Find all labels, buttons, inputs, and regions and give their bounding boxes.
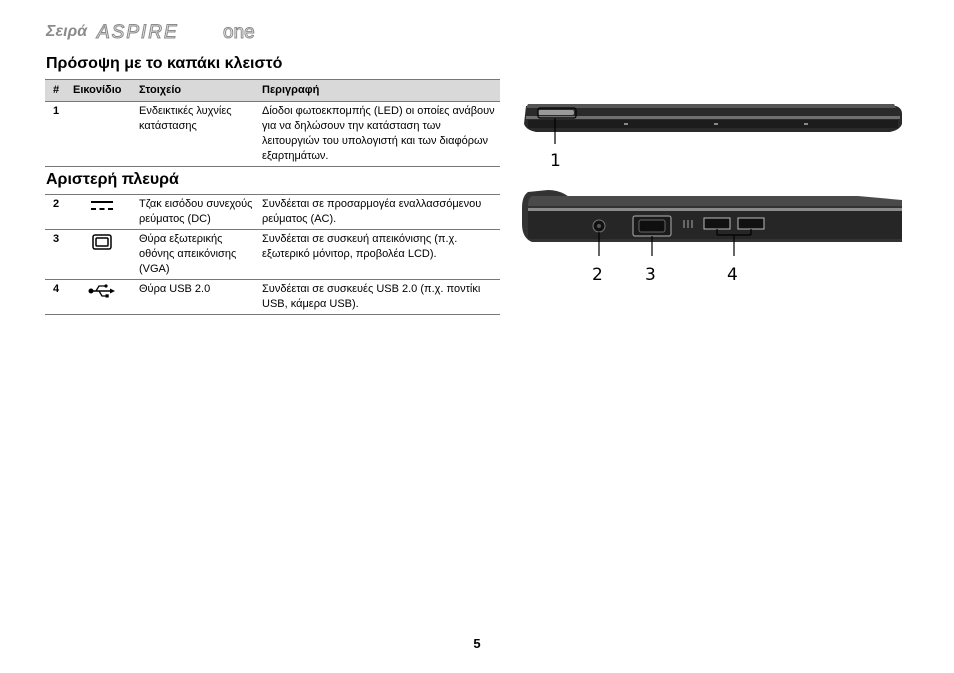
usb-icon <box>88 284 116 298</box>
svg-text:one: one <box>223 22 255 43</box>
usb-port-2 <box>738 218 764 229</box>
page-header <box>46 20 275 44</box>
aspire-one-logo <box>95 21 275 43</box>
table-row <box>45 280 500 315</box>
left-table <box>45 194 500 315</box>
table-header-row <box>45 80 500 102</box>
col-item: Στοιχείο <box>135 80 258 102</box>
col-desc: Περιγραφή <box>258 80 500 102</box>
row-num: 1 <box>45 102 69 167</box>
series-label: Σειρά <box>46 23 88 40</box>
display-port-icon <box>92 234 112 250</box>
row-desc: Δίοδοι φωτοεκπομπής (LED) οι οποίες ανάβουν για να δηλώσουν την κατάσταση των λειτουργιών του υπολογιστή και των διαφόρων εξαρτημάτων. <box>258 102 500 167</box>
row-desc: Συνδέεται σε προσαρμογέα εναλλασσόμενου ρεύματος (AC). <box>258 195 500 230</box>
row-item: Τζακ εισόδου συνεχούς ρεύματος (DC) <box>135 195 258 230</box>
callout-1: 1 <box>550 151 561 171</box>
row-item: Θύρα USB 2.0 <box>135 280 258 315</box>
col-icon: Εικονίδιο <box>69 80 135 102</box>
front-table <box>45 79 500 167</box>
callout-2: 2 <box>592 265 603 285</box>
table-row <box>45 102 500 167</box>
callout-4: 4 <box>727 265 738 285</box>
table-row <box>45 195 500 230</box>
row-desc: Συνδέεται σε συσκευές USB 2.0 (π.χ. ποντίκι USB, κάμερα USB). <box>258 280 500 315</box>
row-num: 2 <box>45 195 69 230</box>
row-desc: Συνδέεται σε συσκευή απεικόνισης (π.χ. εξωτερικό μόνιτορ, προβολέα LCD). <box>258 230 500 280</box>
row-num: 3 <box>45 230 69 280</box>
row-num: 4 <box>45 280 69 315</box>
usb-port-1 <box>704 218 730 229</box>
front-section-title: Πρόσοψη με το καπάκι κλειστό <box>46 55 283 72</box>
laptop-front-view <box>524 104 902 144</box>
page-number: 5 <box>473 636 481 651</box>
row-item: Ενδεικτικές λυχνίες κατάστασης <box>135 102 258 167</box>
dc-power-icon <box>90 199 114 213</box>
row-item: Θύρα εξωτερικής οθόνης απεικόνισης (VGA) <box>135 230 258 280</box>
left-section-title: Αριστερή πλευρά <box>46 171 179 188</box>
svg-text:ASPIRE: ASPIRE <box>97 22 179 43</box>
col-num: # <box>45 80 69 102</box>
laptop-side-view <box>522 190 902 256</box>
status-leds <box>538 110 574 115</box>
table-row <box>45 230 500 280</box>
row-icon <box>69 102 135 167</box>
callout-3: 3 <box>645 265 656 285</box>
laptop-photos <box>518 96 908 291</box>
